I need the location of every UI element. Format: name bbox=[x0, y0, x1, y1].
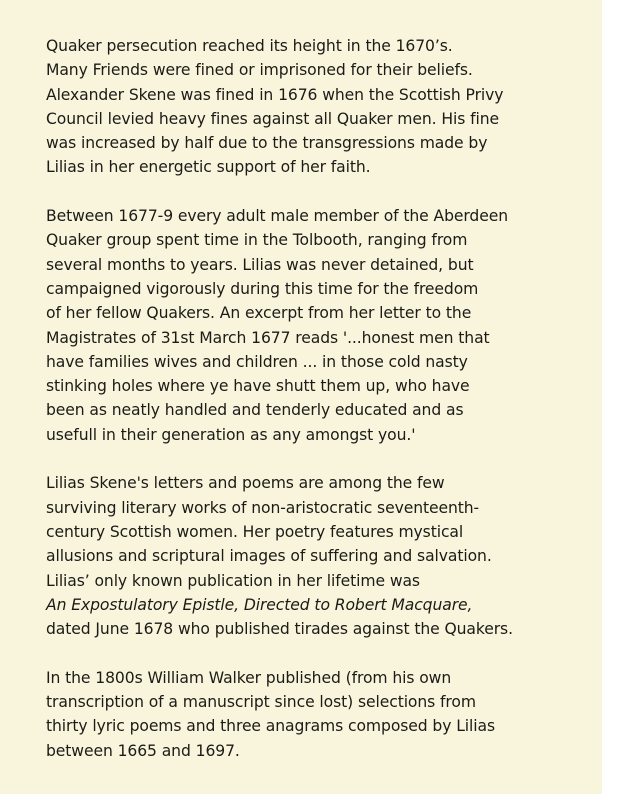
text-line: been as neatly handled and tenderly educated and as bbox=[46, 401, 464, 420]
text-line: Alexander Skene was fined in 1676 when the Scottish Privy bbox=[46, 85, 504, 104]
text-line: Between 1677-9 every adult male member of the Aberdeen bbox=[46, 207, 508, 226]
text-line: Lilias Skene's letters and poems are among the few bbox=[46, 474, 445, 493]
paragraph-walker bbox=[46, 666, 592, 763]
text-line: thirty lyric poems and three anagrams composed by Lilias bbox=[46, 717, 495, 736]
text-line: of her fellow Quakers. An excerpt from her letter to the bbox=[46, 304, 472, 323]
paragraph-literary-works bbox=[46, 471, 592, 641]
paragraph-persecution bbox=[46, 34, 592, 180]
text-line: Magistrates of 31st March 1677 reads '...honest men that bbox=[46, 328, 490, 347]
text-line: stinking holes where ye have shutt them up, who have bbox=[46, 377, 470, 396]
text-line: transcription of a manuscript since lost) selections from bbox=[46, 693, 476, 712]
text-line: In the 1800s William Walker published (from his own bbox=[46, 668, 452, 687]
text-line: dated June 1678 who published tirades against the Quakers. bbox=[46, 620, 513, 639]
text-line: surviving literary works of non-aristocratic seventeenth- bbox=[46, 498, 480, 517]
text-line: several months to years. Lilias was never detained, but bbox=[46, 255, 474, 274]
text-line: century Scottish women. Her poetry features mystical bbox=[46, 522, 464, 541]
text-line: campaigned vigorously during this time for the freedom bbox=[46, 279, 479, 298]
text-line: usefull in their generation as any amongst you.' bbox=[46, 425, 416, 444]
text-line: Council levied heavy fines against all Quaker men. His fine bbox=[46, 109, 500, 128]
text-line: was increased by half due to the transgressions made by bbox=[46, 134, 488, 153]
text-line: Quaker group spent time in the Tolbooth, ranging from bbox=[46, 231, 468, 250]
text-line: have families wives and children ... in those cold nasty bbox=[46, 352, 468, 371]
text-line: Lilias’ only known publication in her lifetime was bbox=[46, 571, 420, 590]
publication-title: An Expostulatory Epistle, Directed to Robert Macquare, bbox=[46, 595, 473, 614]
paragraph-tolbooth bbox=[46, 204, 592, 447]
text-line: Quaker persecution reached its height in the 1670’s. bbox=[46, 37, 453, 55]
text-line: Many Friends were fined or imprisoned for their beliefs. bbox=[46, 61, 473, 80]
text-line: allusions and scriptural images of suffering and salvation. bbox=[46, 547, 492, 566]
text-line: between 1665 and 1697. bbox=[46, 741, 240, 760]
text-line: Lilias in her energetic support of her faith. bbox=[46, 158, 371, 177]
